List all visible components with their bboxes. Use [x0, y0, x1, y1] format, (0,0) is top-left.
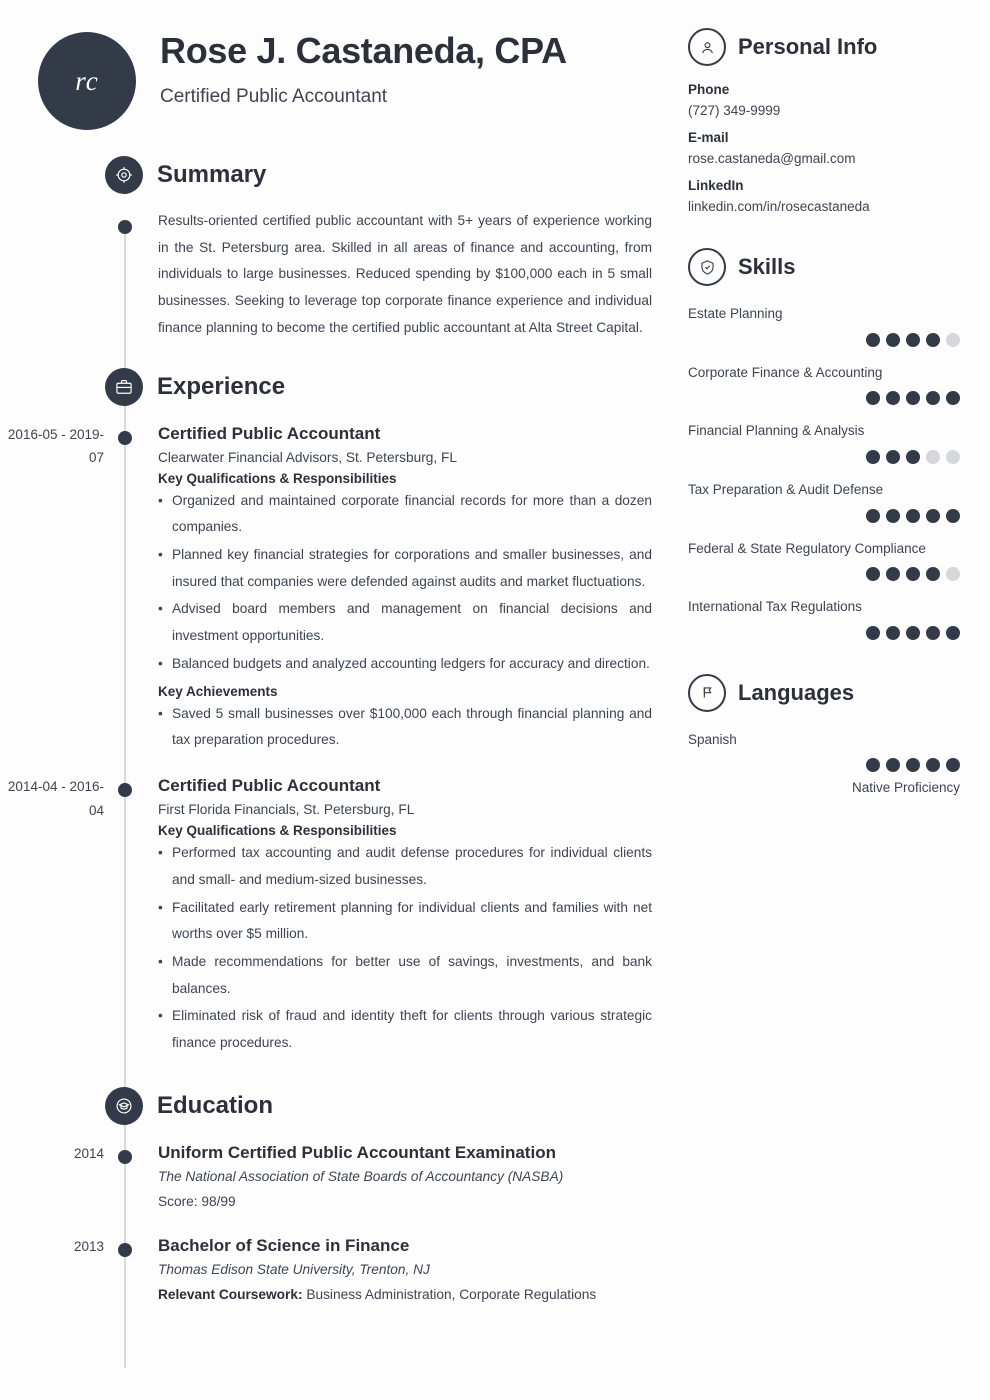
achievement-list: [158, 701, 652, 754]
entry-company: Clearwater Financial Advisors, St. Petersburg, FL: [158, 449, 457, 465]
level-dot: [926, 758, 940, 772]
section-personal-info: [688, 28, 960, 214]
contact-label-email: E-mail: [688, 130, 729, 145]
responsibility-list: [158, 488, 652, 678]
level-dot: [886, 333, 900, 347]
level-dot: [906, 391, 920, 405]
briefcase-icon: [105, 368, 143, 406]
level-dot: [946, 509, 960, 523]
contact-value-email[interactable]: rose.castaneda@gmail.com: [688, 151, 856, 166]
entry-score: Score: 98/99: [158, 1193, 236, 1209]
resume-header: [0, 28, 680, 130]
timeline-dot: [118, 1243, 132, 1257]
level-dot: [946, 626, 960, 640]
section-title: Education: [157, 1091, 274, 1119]
skill-item: [688, 478, 960, 523]
level-dot: [866, 450, 880, 464]
level-dot: [866, 567, 880, 581]
section-title: Experience: [157, 372, 286, 400]
skill-name: Estate Planning: [688, 306, 783, 321]
name-block: [160, 28, 567, 108]
level-dot: [886, 450, 900, 464]
skill-name: Tax Preparation & Audit Defense: [688, 481, 884, 497]
skill-item: [688, 595, 960, 640]
qualifications-label: Key Qualifications & Responsibilities: [158, 470, 397, 486]
level-dot: [886, 567, 900, 581]
skill-level: [688, 391, 960, 405]
level-dot: [866, 626, 880, 640]
level-dot: [946, 333, 960, 347]
list-item: • Organized and maintained corporate financial records for more than a dozen companies.: [158, 488, 652, 541]
language-item: [688, 728, 960, 796]
entry-company: First Florida Financials, St. Petersburg, FL: [158, 802, 415, 818]
skill-level: [688, 509, 960, 523]
skill-level: [688, 450, 960, 464]
level-dot: [906, 333, 920, 347]
contact-value-linkedin[interactable]: linkedin.com/in/rosecastaneda: [688, 199, 870, 214]
list-item: • Performed tax accounting and audit defense procedures for individual clients and small- and medium-sized businesses.: [158, 840, 652, 893]
entry-school: The National Association of State Boards of Accountancy (NASBA): [158, 1168, 564, 1184]
education-heading: [0, 1087, 680, 1125]
level-dot: [866, 333, 880, 347]
skill-name: Corporate Finance & Accounting: [688, 364, 883, 380]
section-title: Summary: [157, 161, 267, 188]
level-dot: [946, 567, 960, 581]
level-dot: [886, 758, 900, 772]
skill-level: [688, 567, 960, 581]
level-dot: [906, 567, 920, 581]
language-level: [688, 758, 960, 772]
timeline-dot: [118, 783, 132, 797]
graduation-cap-icon: [105, 1087, 143, 1125]
timeline-dot: [118, 1150, 132, 1164]
summary-heading: [0, 156, 680, 194]
list-item: • Made recommendations for better use of savings, investments, and bank balances.: [158, 949, 652, 1002]
entry-dates: 2013: [73, 1239, 104, 1255]
skill-name: Financial Planning & Analysis: [688, 423, 865, 439]
list-item: • Advised board members and management on financial decisions and investment opportunities.: [158, 596, 652, 649]
level-dot: [926, 450, 940, 464]
level-dot: [906, 509, 920, 523]
coursework-label: Relevant Coursework:: [158, 1287, 303, 1303]
list-item: • Eliminated risk of fraud and identity theft for clients through various strategic finance procedures.: [158, 1003, 652, 1056]
level-dot: [906, 450, 920, 464]
personal-info-heading: [688, 28, 960, 66]
user-icon: [688, 28, 726, 66]
timeline-dot: [118, 431, 132, 445]
page-title: Rose J. Castaneda, CPA: [160, 30, 567, 71]
contact-label-linkedin: LinkedIn: [688, 178, 744, 193]
list-item: • Facilitated early retirement planning for individual clients and families with net worths over $5 million.: [158, 895, 652, 948]
contact-value-phone: (727) 349-9999: [688, 103, 781, 118]
entry-degree: Bachelor of Science in Finance: [158, 1236, 410, 1256]
skill-name: Federal & State Regulatory Compliance: [688, 540, 926, 556]
level-dot: [906, 626, 920, 640]
list-item: • Saved 5 small businesses over $100,000 each through financial planning and tax preparation procedures.: [158, 701, 652, 754]
flag-icon: [688, 674, 726, 712]
level-dot: [866, 509, 880, 523]
timeline-dot: [118, 220, 132, 234]
experience-heading: [0, 368, 680, 406]
language-note: Native Proficiency: [851, 780, 960, 796]
section-title: Skills: [738, 254, 796, 279]
level-dot: [926, 509, 940, 523]
section-title: Personal Info: [738, 34, 878, 59]
section-experience: [0, 368, 680, 1057]
level-dot: [946, 450, 960, 464]
skills-heading: [688, 248, 960, 286]
level-dot: [946, 758, 960, 772]
badge-icon: [688, 248, 726, 286]
entry-dates: 2016-05 - 2019-07: [7, 426, 104, 466]
level-dot: [886, 509, 900, 523]
target-icon: [105, 156, 143, 194]
level-dot: [926, 567, 940, 581]
level-dot: [926, 333, 940, 347]
level-dot: [866, 391, 880, 405]
skill-level: [688, 626, 960, 640]
languages-heading: [688, 674, 960, 712]
entry-dates: 2014-04 - 2016-04: [7, 779, 104, 818]
entry-school: Thomas Edison State University, Trenton, NJ: [158, 1262, 430, 1278]
avatar-monogram: rc: [75, 65, 99, 96]
coursework-line: [158, 1283, 652, 1308]
level-dot: [926, 626, 940, 640]
experience-entry: [0, 424, 680, 754]
education-entry: [0, 1143, 680, 1215]
level-dot: [906, 758, 920, 772]
summary-text: Results-oriented certified public accountant with 5+ years of experience working in the St. Petersburg area. Skilled in all areas of finance and accounting, from individuals to large businesses. Reduced spending by $100,000 each in 5 small businesses. Seeking to leverage top corporate finance experience and individual finance planning to become the certified public accountant at Alta Street Capital.: [158, 213, 652, 335]
experience-entry: [0, 776, 680, 1057]
entry-role: Certified Public Accountant: [158, 423, 381, 443]
skill-name: International Tax Regulations: [688, 599, 862, 615]
contact-label-phone: Phone: [688, 82, 730, 97]
resume-sidebar: [680, 0, 990, 1400]
education-entry: [0, 1236, 680, 1308]
job-title: Certified Public Accountant: [160, 86, 388, 108]
level-dot: [926, 391, 940, 405]
section-summary: [0, 156, 680, 342]
level-dot: [946, 391, 960, 405]
skill-item: [688, 537, 960, 582]
achievements-label: Key Achievements: [158, 683, 278, 699]
skill-item: [688, 419, 960, 464]
entry-role: Certified Public Accountant: [158, 776, 381, 796]
coursework-value: Business Administration, Corporate Regulations: [306, 1287, 597, 1303]
entry-degree: Uniform Certified Public Accountant Examination: [158, 1142, 556, 1162]
skill-level: [688, 333, 960, 347]
level-dot: [886, 391, 900, 405]
level-dot: [866, 758, 880, 772]
level-dot: [886, 626, 900, 640]
section-skills: [688, 248, 960, 640]
avatar: [38, 32, 136, 130]
entry-dates: 2014: [73, 1145, 104, 1161]
skill-item: [688, 302, 960, 347]
section-languages: [688, 674, 960, 796]
section-education: [0, 1087, 680, 1308]
list-item: • Balanced budgets and analyzed accounting ledgers for accuracy and direction.: [158, 651, 652, 678]
language-name: Spanish: [688, 731, 737, 747]
qualifications-label: Key Qualifications & Responsibilities: [158, 823, 397, 839]
skill-item: [688, 361, 960, 406]
responsibility-list: [158, 840, 652, 1057]
summary-entry: [0, 208, 680, 342]
section-title: Languages: [738, 679, 855, 705]
list-item: • Planned key financial strategies for corporations and smaller businesses, and insured that companies were defended against audits and market fluctuations.: [158, 542, 652, 595]
